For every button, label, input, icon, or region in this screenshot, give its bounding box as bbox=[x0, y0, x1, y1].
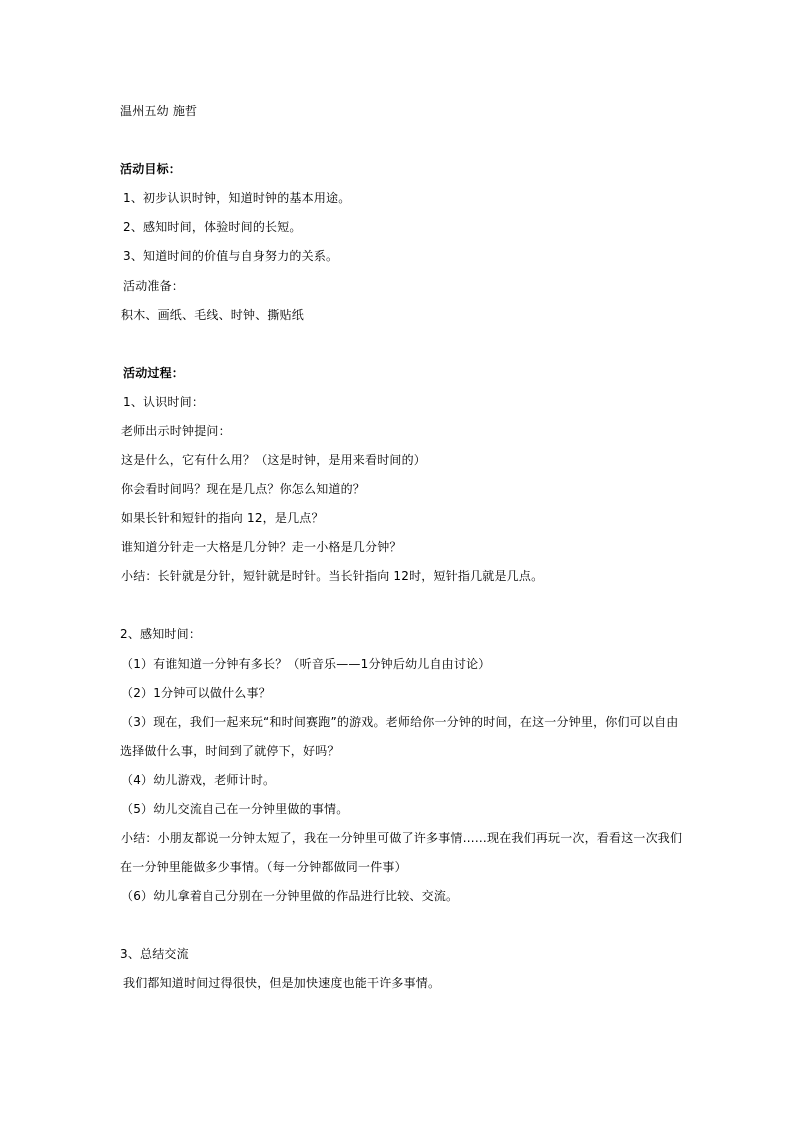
body-line: 选择做什么事，时间到了就停下，好吗？ bbox=[120, 744, 340, 758]
section-title: 2、感知时间： bbox=[120, 627, 202, 641]
body-line: 这是什么，它有什么用？（这是时钟，是用来看时间的） bbox=[121, 453, 427, 467]
process-heading: 活动过程： bbox=[123, 366, 185, 380]
summary-line: 在一分钟里能做多少事情。（每一分钟都做同一件事） bbox=[120, 860, 407, 874]
goal-item: 3、知道时间的价值与自身努力的关系。 bbox=[123, 249, 339, 263]
body-line: 谁知道分针走一大格是几分钟？走一小格是几分钟？ bbox=[121, 540, 402, 554]
section-title: 3、总结交流 bbox=[120, 947, 189, 961]
body-line: （5）幼儿交流自己在一分钟里做的事情。 bbox=[121, 802, 349, 816]
body-line: （2）1分钟可以做什么事？ bbox=[121, 686, 271, 700]
author-line: 温州五幼 施哲 bbox=[120, 104, 198, 118]
prep-heading: 活动准备： bbox=[123, 279, 185, 293]
summary-line: 小结：长针就是分针，短针就是时针。当长针指向 12时，短针指几就是几点。 bbox=[121, 569, 544, 583]
body-line: 老师出示时钟提问： bbox=[121, 424, 231, 438]
body-line: （4）幼儿游戏，老师计时。 bbox=[121, 773, 276, 787]
body-line: 你会看时间吗？现在是几点？你怎么知道的？ bbox=[121, 482, 366, 496]
goal-item: 2、感知时间，体验时间的长短。 bbox=[123, 220, 302, 234]
body-line: （1）有谁知道一分钟有多长？（听音乐——1分钟后幼儿自由讨论） bbox=[121, 657, 491, 671]
body-line: （3）现在，我们一起来玩“和时间赛跑”的游戏。老师给你一分钟的时间，在这一分钟里，你们可以自由 bbox=[121, 715, 679, 729]
goals-heading: 活动目标： bbox=[120, 162, 182, 176]
summary-line: 小结：小朋友都说一分钟太短了，我在一分钟里可做了许多事情……现在我们再玩一次，看看这一次我们 bbox=[121, 831, 683, 845]
body-line: 我们都知道时间过得很快，但是加快速度也能干许多事情。 bbox=[123, 976, 441, 990]
prep-materials: 积木、画纸、毛线、时钟、撕贴纸 bbox=[121, 308, 305, 322]
body-line: （6）幼儿拿着自己分别在一分钟里做的作品进行比较、交流。 bbox=[121, 889, 459, 903]
goal-item: 1、初步认识时钟，知道时钟的基本用途。 bbox=[123, 191, 351, 205]
body-line: 如果长针和短针的指向 12，是几点？ bbox=[121, 511, 324, 525]
section-title: 1、认识时间： bbox=[123, 395, 205, 409]
